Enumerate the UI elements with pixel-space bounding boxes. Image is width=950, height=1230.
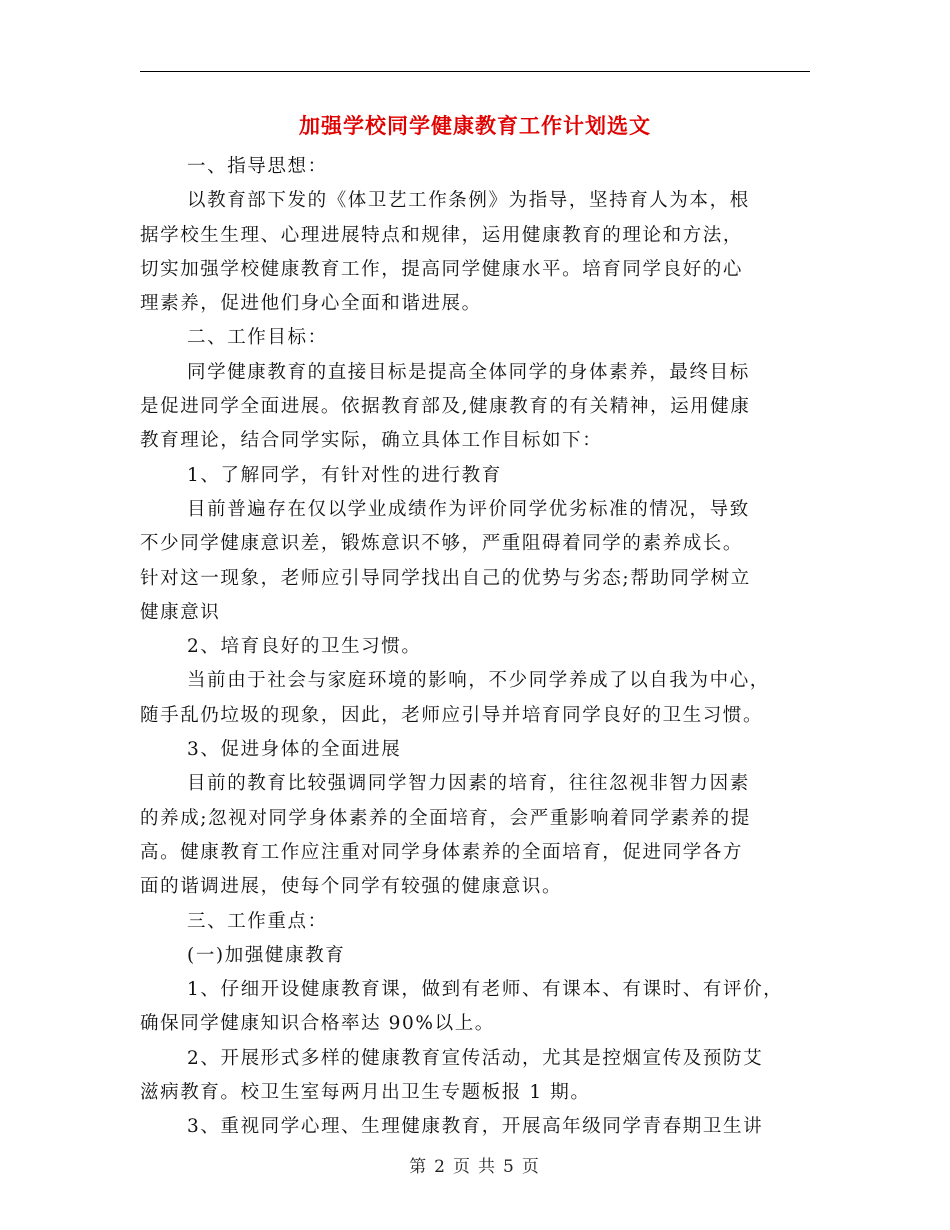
body-line: 当前由于社会与家庭环境的影响，不少同学养成了以自我为中心， (187, 670, 770, 692)
body-line: 二、工作目标： (187, 327, 328, 349)
body-line: 同学健康教育的直接目标是提高全体同学的身体素养，最终目标 (187, 361, 750, 383)
body-line: 3、重视同学心理、生理健康教育，开展高年级同学青春期卫生讲 (187, 1116, 764, 1138)
footer-prefix: 第 (409, 1157, 429, 1177)
body-line: 随手乱仍垃圾的现象，因此，老师应引导并培育同学良好的卫生习惯。 (140, 704, 764, 726)
body-line: 目前普遍存在仅以学业成绩作为评价同学优劣标准的情况，导致 (187, 498, 750, 520)
body-line: 高。健康教育工作应注重对同学身体素养的全面培育，促进同学各方 (140, 841, 744, 863)
page-footer (0, 1152, 950, 1177)
body-line: 教育理论，结合同学实际，确立具体工作目标如下： (140, 430, 603, 452)
body-line: 2、培育良好的卫生习惯。 (187, 636, 422, 658)
body-line: 3、促进身体的全面进展 (187, 739, 402, 761)
body-line: 一、指导思想： (187, 156, 328, 177)
header-rule (140, 71, 810, 72)
body-line: 2、开展形式多样的健康教育宣传活动，尤其是控烟宣传及预防艾 (187, 1047, 764, 1069)
body-line: 针对这一现象，老师应引导同学找出自己的优势与劣态;帮助同学树立 (140, 567, 751, 589)
body-line: (一)加强健康教育 (187, 944, 346, 966)
body-line: 三、工作重点： (187, 910, 328, 932)
body-line: 据学校生生理、心理进展特点和规律，运用健康教育的理论和方法， (140, 224, 744, 246)
body-line: 确保同学健康知识合格率达 90%以上。 (140, 1013, 495, 1035)
body-line: 目前的教育比较强调同学智力因素的培育，往往忽视非智力因素 (187, 773, 750, 795)
body-lines (140, 150, 812, 1145)
body-line: 是促进同学全面进展。依据教育部及,健康教育的有关精神，运用健康 (140, 396, 751, 418)
document-title: 加强学校同学健康教育工作计划选文 (299, 113, 651, 138)
body-line: 1、了解同学，有针对性的进行教育 (187, 464, 502, 486)
body-line: 不少同学健康意识差，锻炼意识不够，严重阻碍着同学的素养成长。 (140, 533, 744, 555)
body-line: 的养成;忽视对同学身体素养的全面培育，会严重影响着同学素养的提 (140, 807, 751, 829)
body-line: 切实加强学校健康教育工作，提高同学健康水平。培育同学良好的心 (140, 258, 744, 280)
body-line: 以教育部下发的《体卫艺工作条例》为指导，坚持育人为本，根 (187, 190, 750, 212)
body-line: 1、仔细开设健康教育课，做到有老师、有课本、有课时、有评价， (187, 979, 784, 1001)
body-line: 健康意识 (140, 601, 221, 623)
current-page-number: 2 (434, 1157, 447, 1177)
footer-total-label: 共 (478, 1157, 497, 1177)
body-line: 理素养，促进他们身心全面和谐进展。 (140, 293, 482, 315)
footer-page-label: 页 (453, 1157, 472, 1177)
body-line: 滋病教育。校卫生室每两月出卫生专题板报 1 期。 (140, 1082, 591, 1104)
body-line: 面的谐调进展，使每个同学有较强的健康意识。 (140, 876, 563, 898)
document-body (140, 150, 812, 1145)
total-pages-number: 5 (503, 1157, 516, 1177)
footer-suffix: 页 (521, 1157, 541, 1177)
